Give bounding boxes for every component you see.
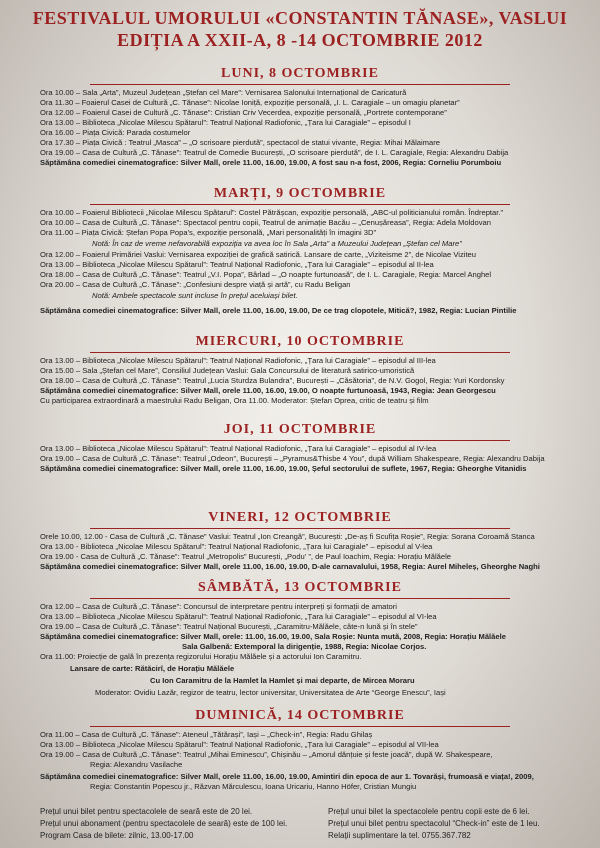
event-line: Ora 15.00 – Sala „Ștefan cel Mare”, Consiliul Județean Vaslui: Gala Concursului de literatură satirico-umoristică bbox=[40, 366, 415, 375]
day-heading-joi: JOI, 11 OCTOMBRIE bbox=[223, 422, 377, 437]
day-divider bbox=[90, 726, 510, 727]
event-line: Ora 18.00 – Casa de Cultură „C. Tănase”: Teatrul „V.I. Popa”, Bârlad – „O noapte furtunoasă”, de I. L. Caragiale, Regia: Marcel Anghel bbox=[40, 270, 492, 279]
event-line: Ora 10.00 – Casa de Cultură „C. Tănase”: Spectacol pentru copii, Teatrul de animație Bacău – „Cenușăreasa”, Regia: Adela Moldovan bbox=[40, 218, 491, 227]
event-line: Ora 13.00 - Biblioteca „Nicolae Milescu Spătarul”: Teatrul Național Radiofonic, „Țara lui Caragiale” – episodul al V-lea bbox=[40, 542, 433, 551]
event-line: Ora 10.00 – Sala „Arta”, Muzeul Județean „Ștefan cel Mare”: Vernisarea Salonului Internațional de Caricatură bbox=[40, 88, 407, 97]
event-line: Ora 16.00 – Piața Civică: Parada costumelor bbox=[40, 128, 191, 137]
event-line: Ora 13.00 – Biblioteca „Nicolae Milescu Spătarul”: Teatrul Național Radiofonic, „Țara lui Caragiale” – episodul al IV-lea bbox=[40, 444, 437, 453]
film-line: Săptămâna comediei cinematografice: Silver Mall, orele: 11.00, 16.00, 19.00, Sala Roșie: Nunta mută, 2008, Regia: Horațiu Mălăele bbox=[40, 632, 506, 641]
day-heading-miercuri: MIERCURI, 10 OCTOMBRIE bbox=[195, 334, 405, 349]
event-line: Ora 19.00 – Casa de Cultură „C. Tănase”: Teatrul Național București, „Caramitru-Mălăele, câte-n lună și în stele” bbox=[40, 622, 418, 631]
note-tickets: Notă: Ambele spectacole sunt incluse în prețul aceluiași bilet. bbox=[92, 291, 298, 300]
price-subscription: Prețul unui abonament (pentru spectacolele de seară) este de 100 lei. bbox=[40, 819, 288, 828]
moderator-line: Moderator: Ovidiu Lazăr, regizor de teatru, lector universitar, Universitatea de Arte “George Enescu”, Iași bbox=[95, 688, 446, 697]
event-line: Ora 13.00 – Biblioteca „Nicolae Milescu Spătarul”: Teatrul Național Radiofonic, „Țara lui Caragiale” – episodul al VII-lea bbox=[40, 740, 439, 749]
event-line: Ora 17.30 – Piața Civică : Teatrul „Masca” – „O scrisoare pierdută”, spectacol de statui vivante, Regia: Mihai Mălaimare bbox=[40, 138, 440, 147]
day-heading-vineri: VINERI, 12 OCTOMBRIE bbox=[208, 510, 392, 525]
contact-phone: Relații suplimentare la tel. 0755.367.782 bbox=[328, 831, 471, 840]
event-line: Orele 10.00, 12.00 - Casa de Cultură „C. Tănase” Vaslui: Teatrul „Ion Creangă”, București: „De-aș fi Scufița Roșie”, Regia: Sorana Coroamă Stanca bbox=[40, 532, 535, 541]
day-divider bbox=[90, 598, 510, 599]
event-line: Cu participarea extraordinară a maestrului Radu Beligan, Ora 11.00. Moderator: Ștefan Oprea, critic de teatru și film bbox=[40, 396, 429, 405]
event-line: Ora 19.00 – Casa de Cultură „C. Tănase”: Teatrul „Odeon”, București – „Pyramus&Thisbe 4 You”, după William Shakespeare, Regia: Alexandru Dabija bbox=[40, 454, 545, 463]
event-line: Ora 13.00 – Biblioteca „Nicolae Milescu Spătarul”: Teatrul Național Radiofonic, „Țara lui Caragiale” – episodul I bbox=[40, 118, 411, 127]
day-divider bbox=[90, 352, 510, 353]
event-line: Ora 10.00 – Foaierul Bibliotecii „Nicolae Milescu Spătarul”: Costel Pătrășcan, expoziție personală, „ABC-ul politicianului român. Îndreptar.” bbox=[40, 208, 504, 217]
film-line: Săptămâna comediei cinematografice: Silver Mall, orele 11.00, 16.00, 19.00, De ce trag clopotele, Mitică?, 1982, Regia: Lucian Pintilie bbox=[40, 306, 517, 315]
event-line: Ora 19.00 - Casa de Cultură „C. Tănase”: Teatrul „Metropolis” București, „Podu' ”, de Paul Ioachim, Regia: Horațiu Mălăele bbox=[40, 552, 451, 561]
event-line: Ora 13.00 – Biblioteca „Nicolae Milescu Spătarul”: Teatrul Național Radiofonic, „Țara lui Caragiale” – episodul al III-lea bbox=[40, 356, 436, 365]
event-line-cont: Regia: Alexandru Vasilache bbox=[90, 760, 183, 769]
poster-title-line1: FESTIVALUL UMORULUI «CONSTANTIN TĂNASE», VASLUI bbox=[32, 8, 568, 28]
event-line: Ora 20.00 – Casa de Cultură „C. Tănase”: „Confesiuni despre viață și artă”, cu Radu Beligan bbox=[40, 280, 351, 289]
film-line: Săptămâna comediei cinematografice: Silver Mall, orele 11.00, 16.00, 19.00, Amintiri din epoca de aur 1. Tovarăși, frumoasă e viața!, 2009, bbox=[40, 772, 534, 781]
event-line: Ora 18.00 – Casa de Cultură „C. Tănase”: Teatrul „Lucia Sturdza Bulandra”, București – „Căsătoria”, de N.V. Gogol, Regia: Yuri Kordonsky bbox=[40, 376, 505, 385]
event-line: Ora 19.00 – Casa de Cultură „C. Tănase”: Teatrul de Comedie București, „O scrisoare pierdută”, de I. L. Caragiale, Regia: Alexandru Dabija bbox=[40, 148, 509, 157]
event-line: Ora 11.00 – Piața Civică: Ștefan Popa Popa's, expoziție personală, „Mari personalități în imagini 3D” bbox=[40, 228, 377, 237]
event-line: Ora 11.00 – Casa de Cultură „C. Tănase”: Ateneul „Tătărași”, Iași – „Check-in”, Regia: Radu Ghilaș bbox=[40, 730, 373, 739]
day-heading-luni: LUNI, 8 OCTOMBRIE bbox=[221, 66, 379, 81]
price-evening: Prețul unui bilet pentru spectacolele de seară este de 20 lei. bbox=[40, 807, 253, 816]
poster-title-line2: EDIȚIA A XXII-A, 8 -14 OCTOMBRIE 2012 bbox=[117, 30, 483, 50]
day-heading-duminica: DUMINICĂ, 14 OCTOMBRIE bbox=[195, 708, 405, 723]
book-launch-1: Lansare de carte: Rătăcirî, de Horațiu Mălăele bbox=[70, 664, 235, 673]
price-check-in: Prețul unui bilet pentru spectacolul “Check-in” este de 1 leu. bbox=[328, 819, 540, 828]
note-weather: Notă: În caz de vreme nefavorabilă expoziția va avea loc în Sala „Arta” a Muzeului Județean „Ștefan cel Mare” bbox=[92, 239, 462, 248]
box-office-hours: Program Casa de bilete: zilnic, 13.00-17.00 bbox=[40, 831, 194, 840]
day-heading-sambata: SÂMBĂTĂ, 13 OCTOMBRIE bbox=[198, 580, 402, 595]
event-line: Ora 13.00 – Biblioteca „Nicolae Milescu Spătarul”: Teatrul Național Radiofonic, „Țara lui Caragiale” – episodul al II-lea bbox=[40, 260, 434, 269]
day-heading-marti: MARȚI, 9 OCTOMBRIE bbox=[213, 186, 387, 201]
event-line: Ora 12.00 – Casa de Cultură „C. Tănase”: Concursul de interpretare pentru interpreți și formații de amatori bbox=[40, 602, 397, 611]
event-line: Ora 13.00 – Biblioteca „Nicolae Milescu Spătarul”: Teatrul Național Radiofonic, „Țara lui Caragiale” – episodul al VI-lea bbox=[40, 612, 437, 621]
film-line-second-hall: Sala Galbenă: Extemporal la dirigenție, 1988, Regia: Nicolae Corjos. bbox=[182, 642, 427, 651]
film-line: Săptămâna comediei cinematografice: Silver Mall, orele 11.00, 16.00, 19.00, Șeful sectorului de suflete, 1967, Regia: Gheorghe Vitanidis bbox=[40, 464, 527, 473]
day-divider bbox=[90, 440, 510, 441]
day-divider bbox=[90, 204, 510, 205]
day-divider bbox=[90, 84, 510, 85]
book-launch-2: Cu Ion Caramitru de la Hamlet la Hamlet și mai departe, de Mircea Moraru bbox=[150, 676, 415, 685]
event-line: Ora 11.30 – Foaierul Casei de Cultură „C. Tănase”: Nicolae Ioniță, expoziție personală, „I. L. Caragiale – un omagiu planetar” bbox=[40, 98, 460, 107]
film-line-cont: Regia: Constantin Popescu jr., Răzvan Mărculescu, Ioana Uricariu, Hanno Höfer, Cristian Mungiu bbox=[90, 782, 417, 791]
price-children: Prețul unui bilet la spectacolele pentru copii este de 6 lei. bbox=[328, 807, 530, 816]
film-line: Săptămâna comediei cinematografice: Silver Mall, orele 11.00, 16.00, 19.00, D-ale carnavalului, 1958, Regia: Aurel Miheleș, Gheorghe Naghi bbox=[40, 562, 540, 571]
event-line: Ora 12.00 – Foaierul Casei de Cultură „C. Tănase”: Cristian Criv Vecerdea, expoziție personală, „Portrete contemporane” bbox=[40, 108, 447, 117]
event-line: Ora 19.00 – Casa de Cultură „C. Tănase”: Teatrul „Mihai Eminescu”, Chișinău – „Amorul dănțuie și feste joacă”, după W. Shakespeare, bbox=[40, 750, 493, 759]
day-divider bbox=[90, 528, 510, 529]
event-line: Ora 11.00: Proiecție de gală în prezența regizorului Horațiu Mălăele și a actorului Ion Caramitru. bbox=[40, 652, 362, 661]
event-line: Ora 12.00 – Foaierul Primăriei Vaslui: Vernisarea expoziției de grafică satirică. Lansare de carte, „Viziteisme 2”, de Nicolae Viziteu bbox=[40, 250, 477, 259]
film-line: Săptămâna comediei cinematografice: Silver Mall, orele 11.00, 16.00, 19.00, A fost sau n-a fost, 2006, Regia: Corneliu Porumboiu bbox=[40, 158, 502, 167]
film-line: Săptămâna comediei cinematografice: Silver Mall, orele 11.00, 16.00, 19.00, O noapte furtunoasă, 1943, Regia: Jean Georgescu bbox=[40, 386, 496, 395]
